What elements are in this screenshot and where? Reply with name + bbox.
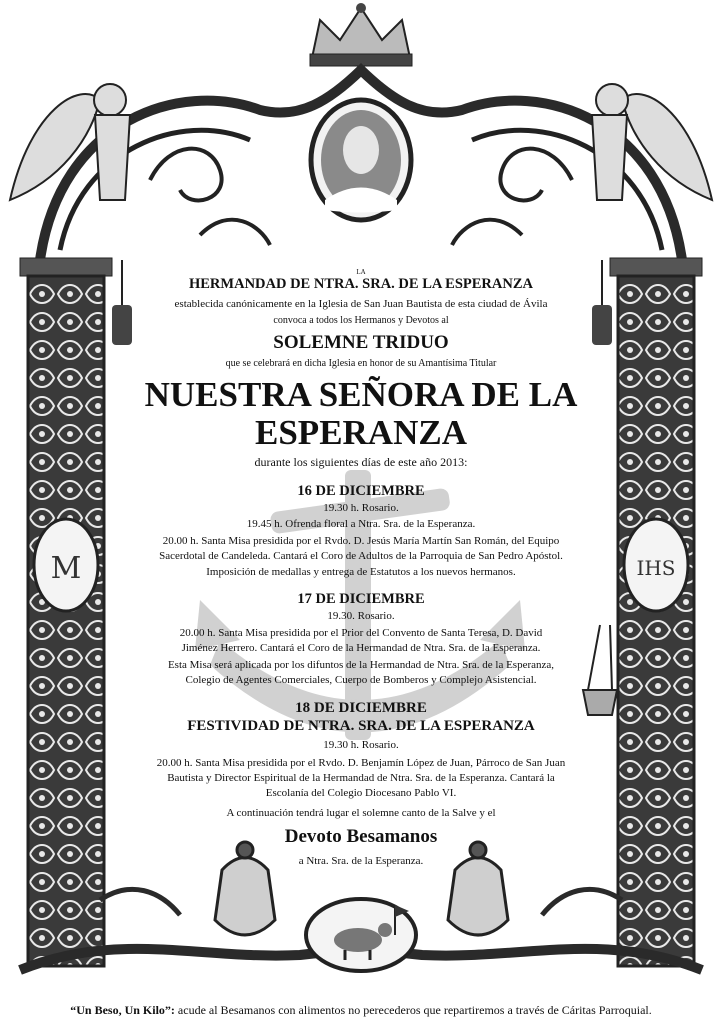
svg-text:IHS: IHS bbox=[636, 556, 676, 580]
day-date: 18 DE DICIEMBRE bbox=[295, 700, 427, 716]
titular-line1: NUESTRA SEÑORA DE LA bbox=[144, 375, 578, 414]
day-line: Escolanía del Colegio Diocesano Pablo VI. bbox=[265, 787, 457, 799]
lamb-icon bbox=[306, 899, 416, 971]
day-line: 19.30. Rosario. bbox=[327, 610, 395, 622]
day-line: Sacerdotal de Candeleda. Cantará el Coro de Adultos de la Parroquia de San Pedro Apóstol. bbox=[159, 550, 563, 562]
event-title: SOLEMNE TRIDUO bbox=[273, 332, 449, 353]
crown-icon bbox=[310, 3, 412, 66]
besamanos-subtitle: a Ntra. Sra. de la Esperanza. bbox=[298, 855, 424, 867]
continuation-text: A continuación tendrá lugar el solemne canto de la Salve y el bbox=[226, 807, 496, 819]
day-line: Esta Misa será aplicada por los difuntos de la Hermandad de Ntra. Sra. de la Esperanza, bbox=[167, 659, 555, 671]
days-intro: durante los siguientes días de este año 2013: bbox=[254, 455, 468, 469]
titular-line2: ESPERANZA bbox=[255, 413, 467, 452]
footer-text: acude al Besamanos con alimentos no perecederos que repartiremos a través de Cáritas Parroquial. bbox=[174, 1003, 652, 1017]
day-date: 17 DE DICIEMBRE bbox=[297, 591, 425, 607]
honor-text: que se celebrará en dicha Iglesia en honor de su Amantísima Titular bbox=[225, 358, 497, 369]
brotherhood-name: HERMANDAD DE NTRA. SRA. DE LA ESPERANZA bbox=[188, 276, 533, 292]
virgin-portrait bbox=[311, 100, 411, 220]
invites-text: convoca a todos los Hermanos y Devotos al bbox=[273, 315, 449, 326]
day-date: 16 DE DICIEMBRE bbox=[297, 483, 425, 499]
day-line: 20.00 h. Santa Misa presidida por el Rvdo. D. Benjamín López de Juan, Párroco de San Juan bbox=[156, 757, 566, 769]
day-line: Colegio de Agentes Comerciales, Cuerpo de Bomberos y Complejo Asistencial. bbox=[185, 674, 537, 686]
besamanos-title: Devoto Besamanos bbox=[284, 826, 438, 847]
established-text: establecida canónicamente en la Iglesia de San Juan Bautista de esta ciudad de Ávila bbox=[174, 298, 548, 310]
campaign-name: “Un Beso, Un Kilo”: bbox=[70, 1003, 175, 1017]
day-line: 19.45 h. Ofrenda floral a Ntra. Sra. de la Esperanza. bbox=[246, 518, 476, 530]
day-line: 20.00 h. Santa Misa presidida por el Rvdo. D. Jesús María Martín San Román, del Equipo bbox=[162, 535, 560, 547]
day-line: Bautista y Director Espiritual de la Hermandad de Ntra. Sra. de la Esperanza. Cantará la bbox=[167, 772, 555, 784]
day-line: 20.00 h. Santa Misa presidida por el Prior del Convento de Santa Teresa, D. David bbox=[179, 627, 543, 639]
svg-text:M: M bbox=[50, 551, 82, 586]
footer-note bbox=[0, 1003, 722, 1018]
day-line: 19.30 h. Rosario. bbox=[323, 739, 399, 751]
day-line: 19.30 h. Rosario. bbox=[323, 502, 399, 514]
article-text: LA bbox=[356, 268, 366, 276]
day-line: Jiménez Herrero. Cantará el Coro de la Hermandad de Ntra. Sra. de la Esperanza. bbox=[181, 642, 541, 654]
day-line: Imposición de medallas y entrega de Estatutos a los nuevos hermanos. bbox=[206, 566, 516, 578]
day-subtitle: FESTIVIDAD DE NTRA. SRA. DE LA ESPERANZA bbox=[187, 718, 535, 734]
